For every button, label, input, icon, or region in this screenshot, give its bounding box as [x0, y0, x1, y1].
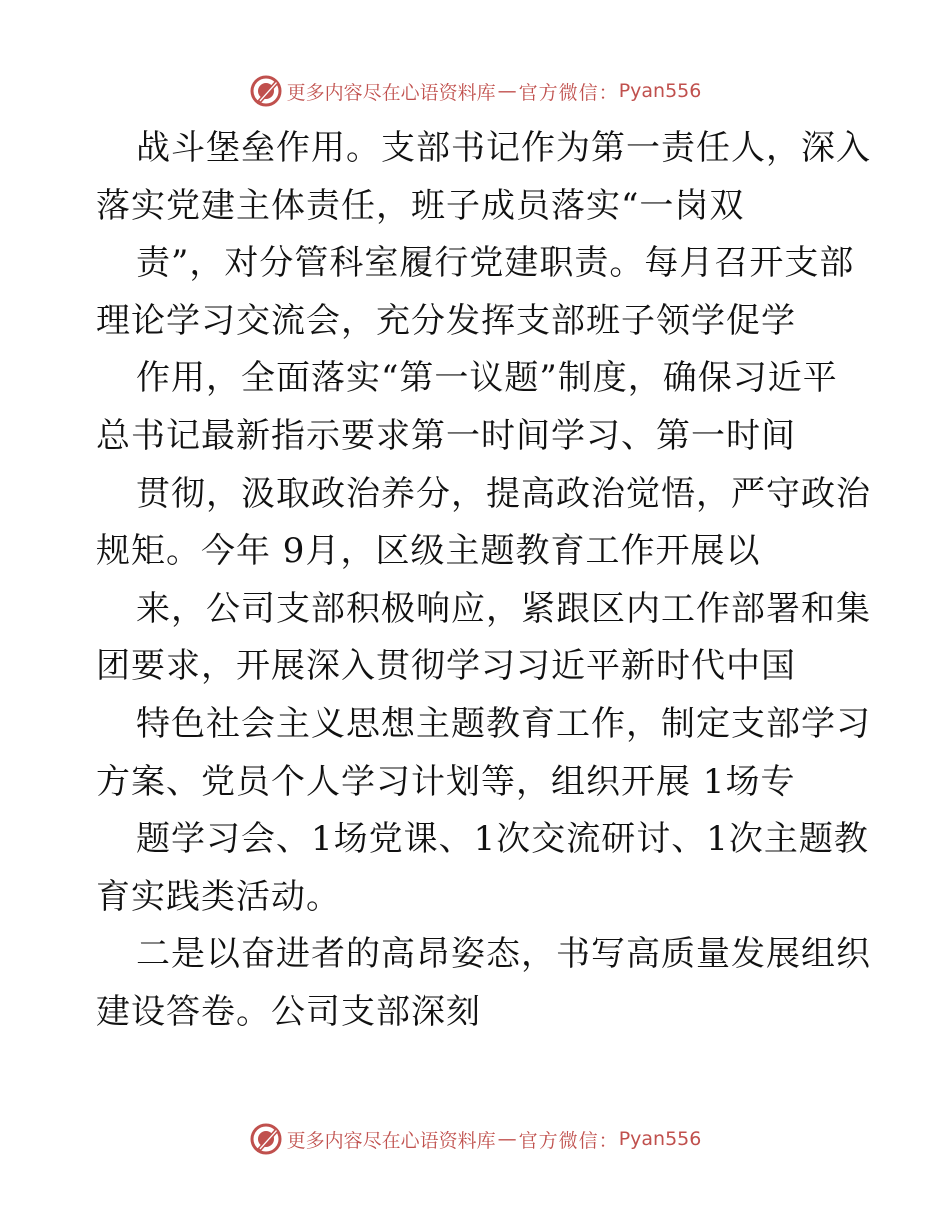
text-line: 方案、党员个人学习计划等，组织开展 1场专: [96, 761, 796, 802]
text-line: 团要求，开展深入贯彻学习习近平新时代中国: [96, 646, 796, 687]
text-line: 育实践类活动。: [96, 876, 341, 917]
text-line: 特色社会主义思想主题教育工作，制定支部学习: [136, 703, 871, 744]
text-line: 总书记最新指示要求第一时间学习、第一时间: [96, 415, 796, 456]
pen-logo-icon: [249, 74, 283, 108]
banner-wechat-label: 官方微信：: [518, 81, 619, 104]
header-banner: [0, 74, 950, 108]
banner-account: Pyan556: [618, 80, 702, 102]
footer-banner: [0, 1122, 950, 1156]
text-line: 责”，对分管科室履行党建职责。每月召开支部: [136, 243, 855, 284]
banner-separator: —: [497, 1128, 517, 1150]
text-line: 规矩。今年 9月，区级主题教育工作开展以: [96, 531, 761, 572]
text-line: 建设答卷。公司支部深刻: [96, 991, 481, 1032]
text-line: 来，公司支部积极响应，紧跟区内工作部署和集: [136, 588, 871, 629]
text-line: 战斗堡垒作用。支部书记作为第一责任人，深入: [136, 128, 871, 168]
text-line: 作用，全面落实“第一议题”制度，确保习近平: [136, 358, 838, 399]
text-line: 理论学习交流会，充分发挥支部班子领学促学: [96, 300, 796, 341]
banner-wechat-label: 官方微信：: [518, 1129, 619, 1152]
text-line: 贯彻，汲取政治养分，提高政治觉悟，严守政治: [136, 473, 871, 514]
text-line: 题学习会、1场党课、1次交流研讨、1次主题教: [136, 819, 869, 860]
pen-logo-icon: [249, 1122, 283, 1156]
document-body: [96, 120, 876, 1042]
banner-site-text: 更多内容尽在心语资料库: [286, 81, 496, 104]
banner-account: Pyan556: [618, 1128, 702, 1150]
text-line: 二是以奋进者的高昂姿态，书写高质量发展组织: [136, 934, 871, 975]
text-line: 落实党建主体责任，班子成员落实“一岗双: [96, 185, 745, 226]
banner-site-text: 更多内容尽在心语资料库: [286, 1129, 496, 1152]
banner-separator: —: [497, 80, 517, 102]
